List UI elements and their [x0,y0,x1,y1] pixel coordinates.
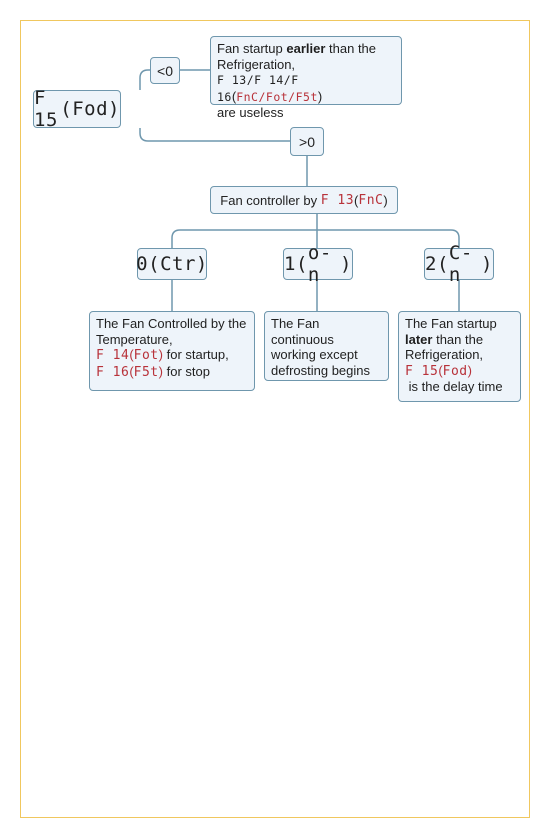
branch-less-label: <0 [157,62,173,79]
root-code: F 15 [34,87,58,131]
startup-param-mnemonic: Fot [133,348,159,363]
less-than-zero-note: Fan startup earlier than the Refrigeration, F 13/F 14/F 16(FnC/Fot/F5t) are useless [210,36,402,105]
branch-greater-than-zero [290,127,324,156]
delay-param-mnemonic: Fod [442,363,468,379]
note-param-codes: F 13/F 14/F 16 [217,73,299,104]
note-param-mnemonics: FnC/Fot/F5t [236,89,318,104]
mode-2-description: The Fan startup later than the Refrigeration, F 15(Fod) is the delay time [398,311,521,402]
connector-root-less [140,70,150,90]
emphasis-later: later [405,331,433,347]
mode-2-node: 2 ( C-n ) [425,242,493,286]
mode-0-node: 0 ( Ctr ) [137,248,207,280]
branch-greater-label: >0 [299,133,315,150]
stop-param-mnemonic: F5t [133,364,159,380]
stop-param-code: F 16 [96,364,130,380]
delay-param-code: F 15 [405,363,439,379]
fan-controller-node: Fan controller by F 13 ( FnC ) [210,186,398,214]
connector-root-greater [140,128,290,141]
root-node-f15: F 15 ( Fod ) [34,87,120,131]
mode-0-description: The Fan Controlled by the Temperature, F 14(Fot) for startup, F 16(F5t) for stop [89,311,255,391]
controller-mnemonic: FnC [358,192,384,208]
mode-1-node: 1 ( o-n ) [284,242,352,286]
root-mnemonic: Fod [72,98,109,120]
controller-code: F 13 [320,192,355,208]
mode-1-description: The Fan continuous working except defrosting begins [264,311,389,381]
startup-param-code: F 14 [96,348,130,363]
branch-less-than-zero [150,57,180,84]
emphasis-earlier: earlier [286,41,326,56]
